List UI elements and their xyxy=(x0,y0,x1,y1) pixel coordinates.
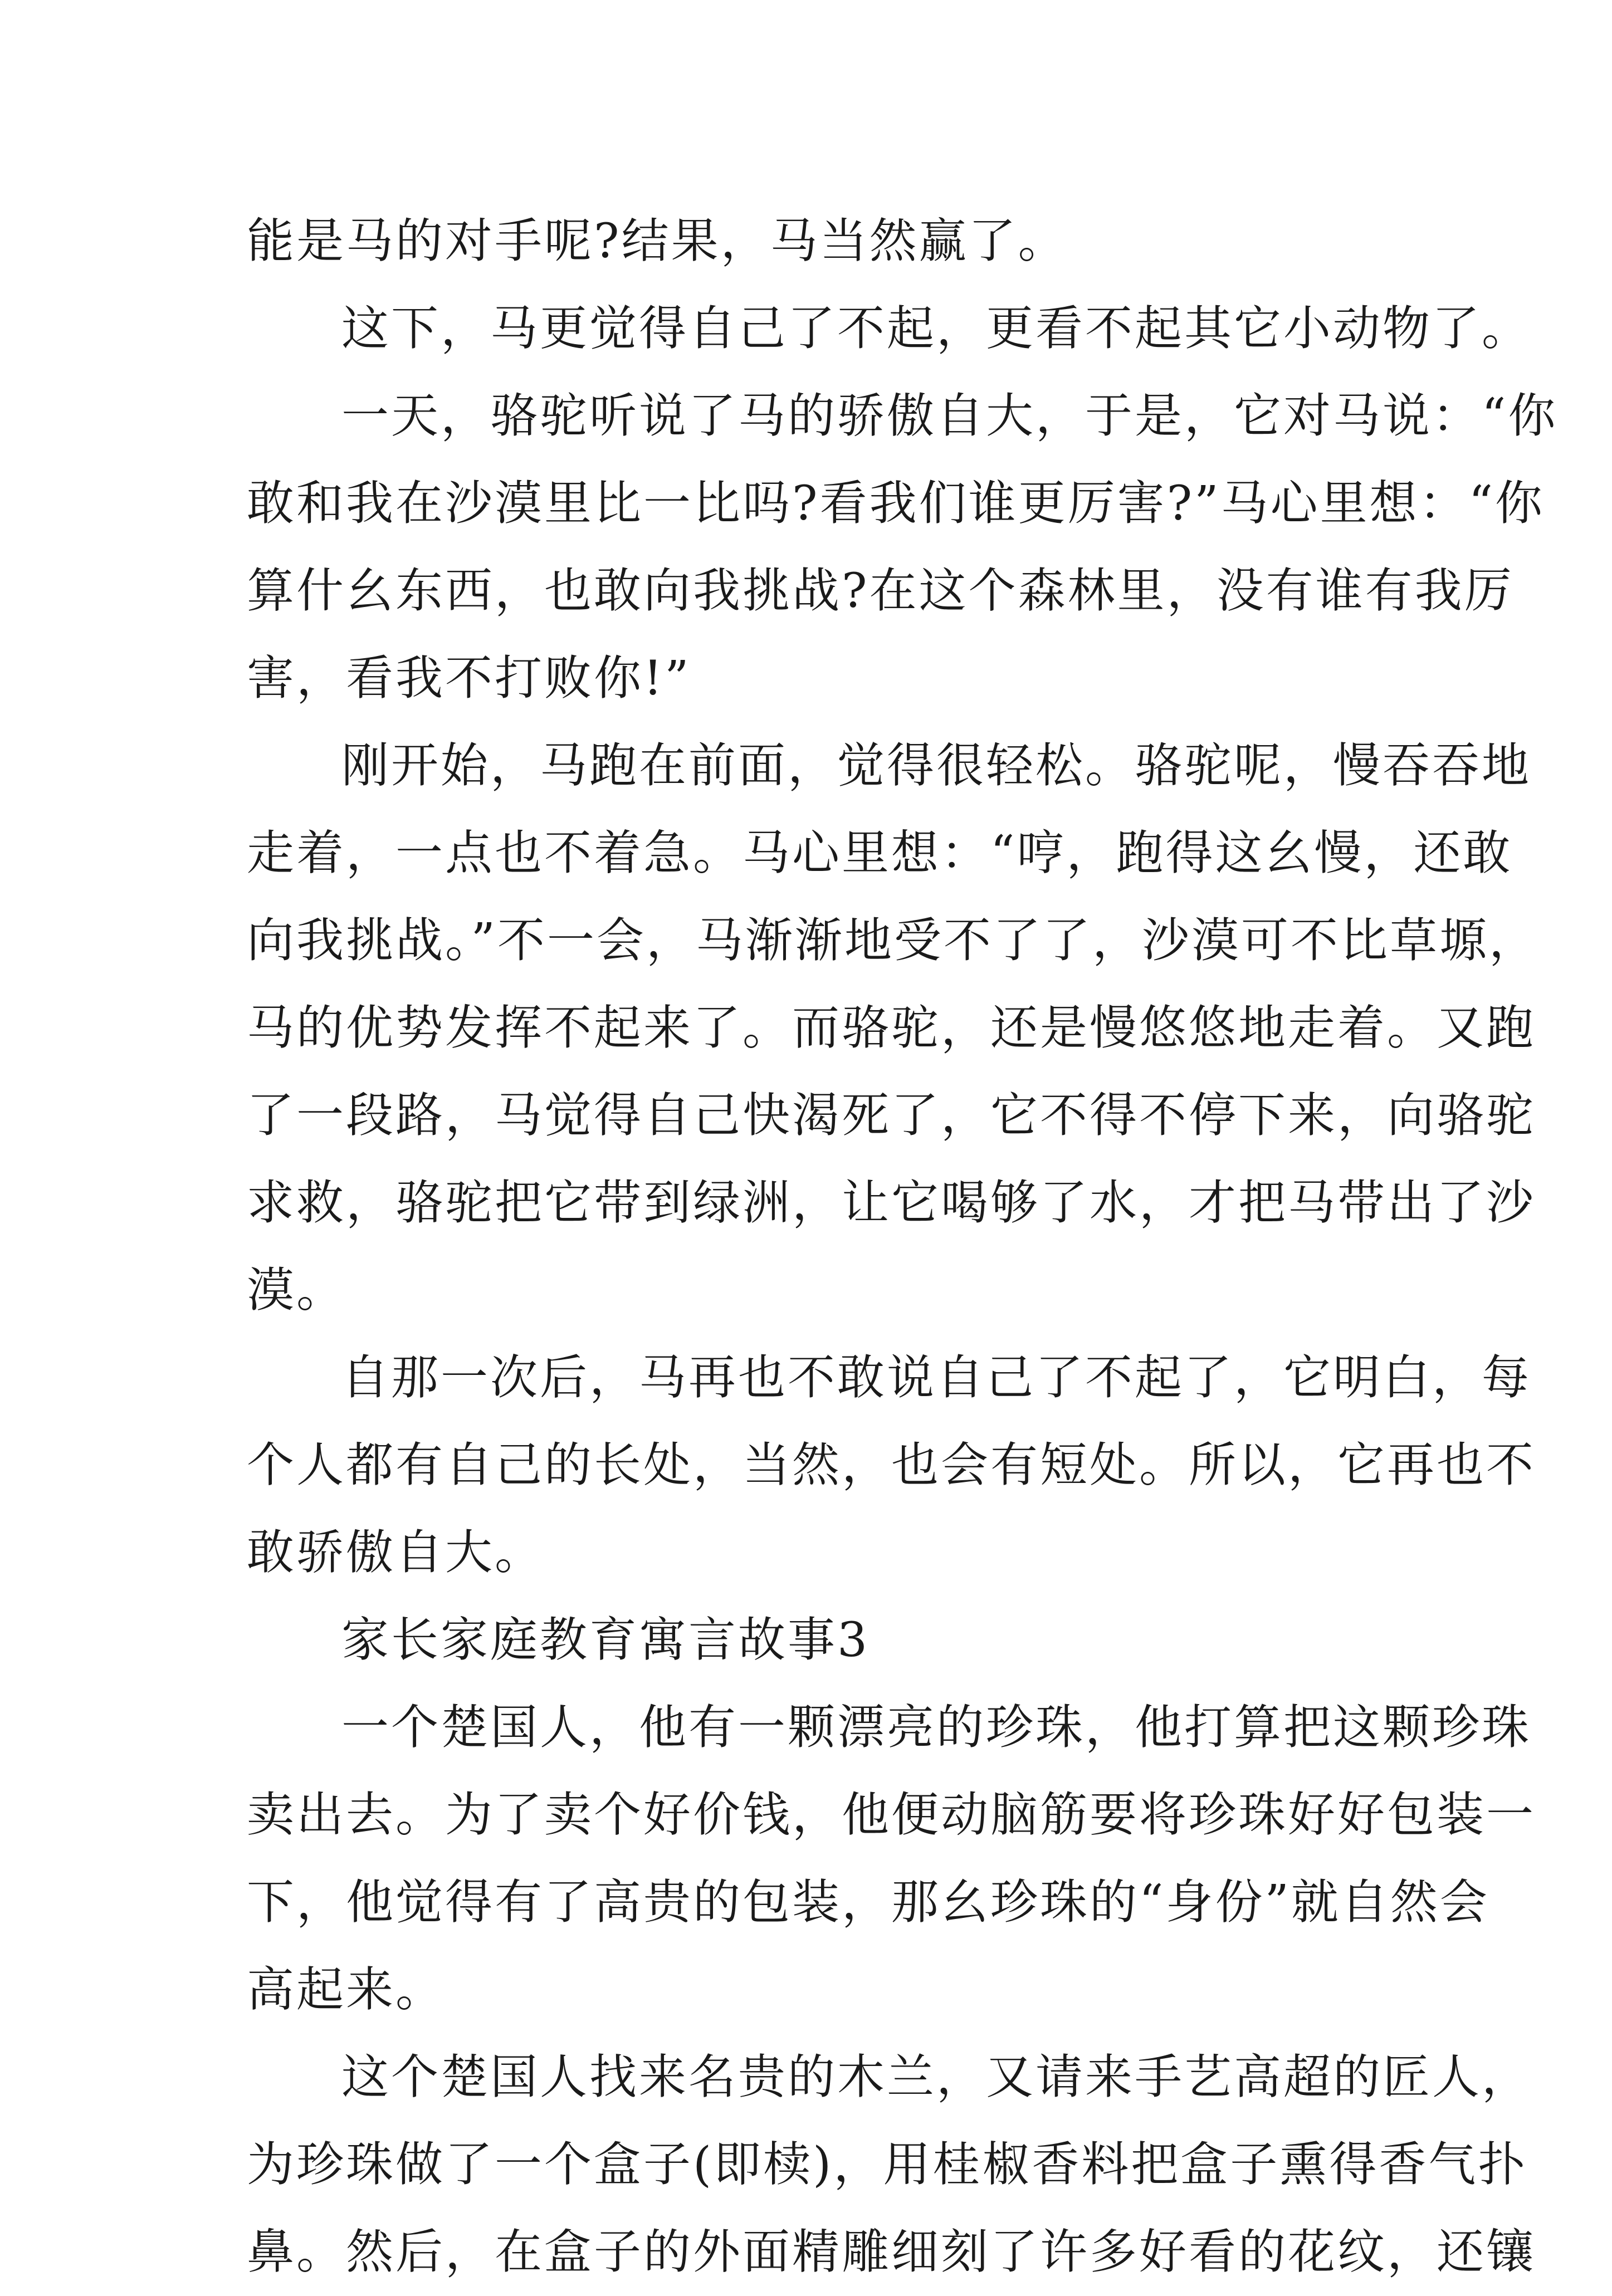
text-line: 刚开始，马跑在前面，觉得很轻松。骆驼呢，慢吞吞地 xyxy=(341,738,1532,794)
text-line: 一个楚国人，他有一颗漂亮的珍珠，他打算把这颗珍珠 xyxy=(341,1700,1532,1755)
text-line: 求救，骆驼把它带到绿洲，让它喝够了水，才把马带出了沙 xyxy=(247,1176,1536,1231)
text-line: 鼻。然后，在盒子的外面精雕细刻了许多好看的花纹，还镶 xyxy=(247,2225,1536,2280)
text-line: 下，他觉得有了高贵的包装，那幺珍珠的“身份”就自然会 xyxy=(247,1875,1489,1930)
text-line: 卖出去。为了卖个好价钱，他便动脑筋要将珍珠好好包装一 xyxy=(247,1788,1536,1843)
document-body xyxy=(247,198,1558,2296)
text-line: 害，看我不打败你!” xyxy=(247,651,691,706)
text-line: 向我挑战。”不一会，马渐渐地受不了了，沙漠可不比草塬， xyxy=(247,913,1538,968)
text-line: 这个楚国人找来名贵的木兰，又请来手艺高超的匠人， xyxy=(341,2050,1532,2105)
text-line: 自那一次后，马再也不敢说自己了不起了，它明白，每 xyxy=(341,1350,1532,1406)
text-line: 高起来。 xyxy=(247,1962,446,2018)
section-heading: 家长家庭教育寓言故事3 xyxy=(341,1613,870,1668)
text-line: 走着，一点也不着急。马心里想：“哼，跑得这幺慢，还敢 xyxy=(247,826,1513,881)
text-line: 为珍珠做了一个盒子(即椟)，用桂椒香料把盒子熏得香气扑 xyxy=(247,2137,1528,2192)
text-line: 能是马的对手呢?结果，马当然赢了。 xyxy=(247,214,1068,269)
text-line: 敢骄傲自大。 xyxy=(247,1525,545,1580)
text-line: 马的优势发挥不起来了。而骆驼，还是慢悠悠地走着。又跑 xyxy=(247,1001,1536,1056)
text-line: 漠。 xyxy=(247,1263,346,1318)
text-line: 个人都有自己的长处，当然，也会有短处。所以，它再也不 xyxy=(247,1438,1536,1493)
text-line: 这下，马更觉得自己了不起，更看不起其它小动物了。 xyxy=(341,301,1532,356)
text-line: 了一段路，马觉得自己快渴死了，它不得不停下来，向骆驼 xyxy=(247,1088,1536,1143)
text-line: 算什幺东西，也敢向我挑战?在这个森林里，没有谁有我厉 xyxy=(247,564,1514,619)
text-line: 一天，骆驼听说了马的骄傲自大，于是，它对马说：“你 xyxy=(341,389,1558,444)
text-line: 敢和我在沙漠里比一比吗?看我们谁更厉害?”马心里想：“你 xyxy=(247,476,1545,531)
